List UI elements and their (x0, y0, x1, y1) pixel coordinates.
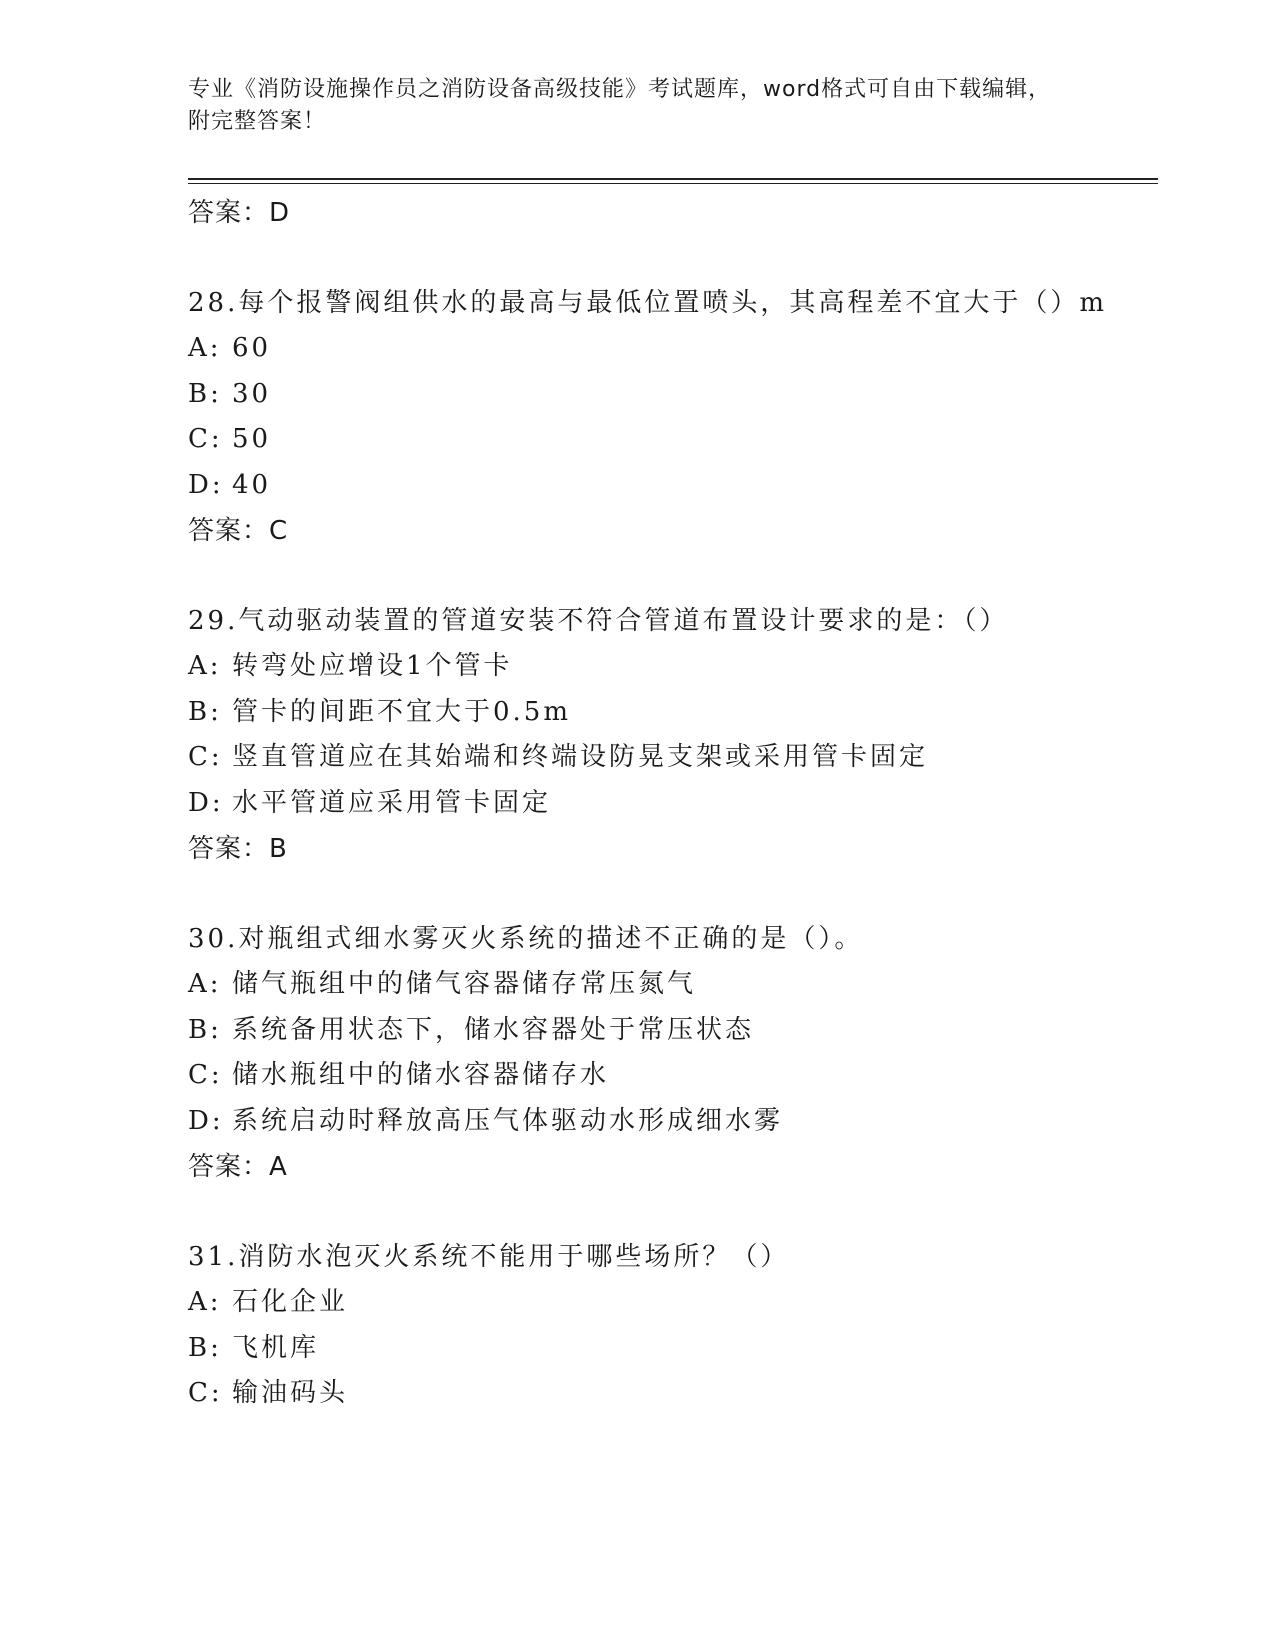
option-text: 石化企业 (232, 1287, 349, 1317)
question-30: 30.对瓶组式细水雾灭火系统的描述不正确的是（）。 (188, 924, 864, 954)
option-28-c (188, 417, 1138, 463)
spacer (188, 1190, 1138, 1234)
option-letter: B: (188, 1332, 222, 1363)
option-letter: C: (188, 1378, 223, 1408)
option-text: 输油码头 (232, 1378, 349, 1408)
option-text: 水平管道应采用管卡固定 (232, 787, 552, 818)
option-29-a (188, 644, 1138, 690)
option-text: 40 (232, 469, 272, 500)
option-letter: C: (188, 424, 223, 454)
answer-30: 答案：A (188, 1152, 288, 1182)
answer-27: 答案：D (188, 198, 291, 228)
question-list (188, 190, 1138, 1417)
option-letter: B: (188, 378, 222, 409)
spacer (188, 554, 1138, 598)
header-rule-thick (188, 178, 1158, 180)
option-letter: A: (188, 333, 222, 363)
option-letter: D: (188, 469, 224, 500)
option-text: 50 (232, 424, 272, 454)
option-letter: C: (188, 1060, 223, 1090)
question-28: 28.每个报警阀组供水的最高与最低位置喷头，其高程差不宜大于（）m (188, 288, 1108, 318)
option-30-b (188, 1008, 1138, 1054)
option-letter: C: (188, 742, 223, 772)
option-31-c (188, 1371, 1138, 1417)
option-text: 储水瓶组中的储水容器储存水 (232, 1060, 610, 1090)
page-header: 专业《消防设施操作员之消防设备高级技能》考试题库，word格式可自由下载编辑，附完整答案！ (188, 77, 1052, 134)
option-text: 管卡的间距不宜大于0.5m (232, 696, 572, 727)
header-rule-thin (188, 183, 1158, 184)
option-text: 30 (232, 378, 272, 409)
option-letter: D: (188, 1105, 224, 1136)
option-29-c (188, 735, 1138, 781)
option-31-a (188, 1280, 1138, 1326)
option-letter: B: (188, 696, 222, 727)
option-28-d (188, 463, 1138, 509)
spacer (188, 236, 1138, 280)
option-28-b (188, 372, 1138, 418)
option-text: 储气瓶组中的储气容器储存常压氮气 (232, 969, 697, 999)
option-text: 60 (232, 333, 272, 363)
option-29-b (188, 690, 1138, 736)
option-letter: A: (188, 969, 222, 999)
question-29: 29.气动驱动装置的管道安装不符合管道布置设计要求的是：（） (188, 606, 1009, 636)
option-30-d (188, 1099, 1138, 1145)
spacer (188, 872, 1138, 916)
option-30-c (188, 1053, 1138, 1099)
option-text: 竖直管道应在其始端和终端设防晃支架或采用管卡固定 (232, 742, 929, 772)
option-letter: D: (188, 787, 224, 818)
question-31: 31.消防水泡灭火系统不能用于哪些场所？（） (188, 1242, 790, 1272)
option-text: 系统启动时释放高压气体驱动水形成细水雾 (232, 1105, 784, 1136)
answer-29: 答案：B (188, 834, 288, 864)
option-text: 转弯处应增设1个管卡 (232, 651, 513, 681)
option-29-d (188, 781, 1138, 827)
answer-28: 答案：C (188, 516, 289, 546)
option-letter: B: (188, 1014, 222, 1045)
option-text: 系统备用状态下，储水容器处于常压状态 (232, 1014, 755, 1045)
option-letter: A: (188, 1287, 222, 1317)
option-text: 飞机库 (232, 1332, 320, 1363)
option-letter: A: (188, 651, 222, 681)
option-31-b (188, 1326, 1138, 1372)
option-28-a (188, 326, 1138, 372)
option-30-a (188, 962, 1138, 1008)
